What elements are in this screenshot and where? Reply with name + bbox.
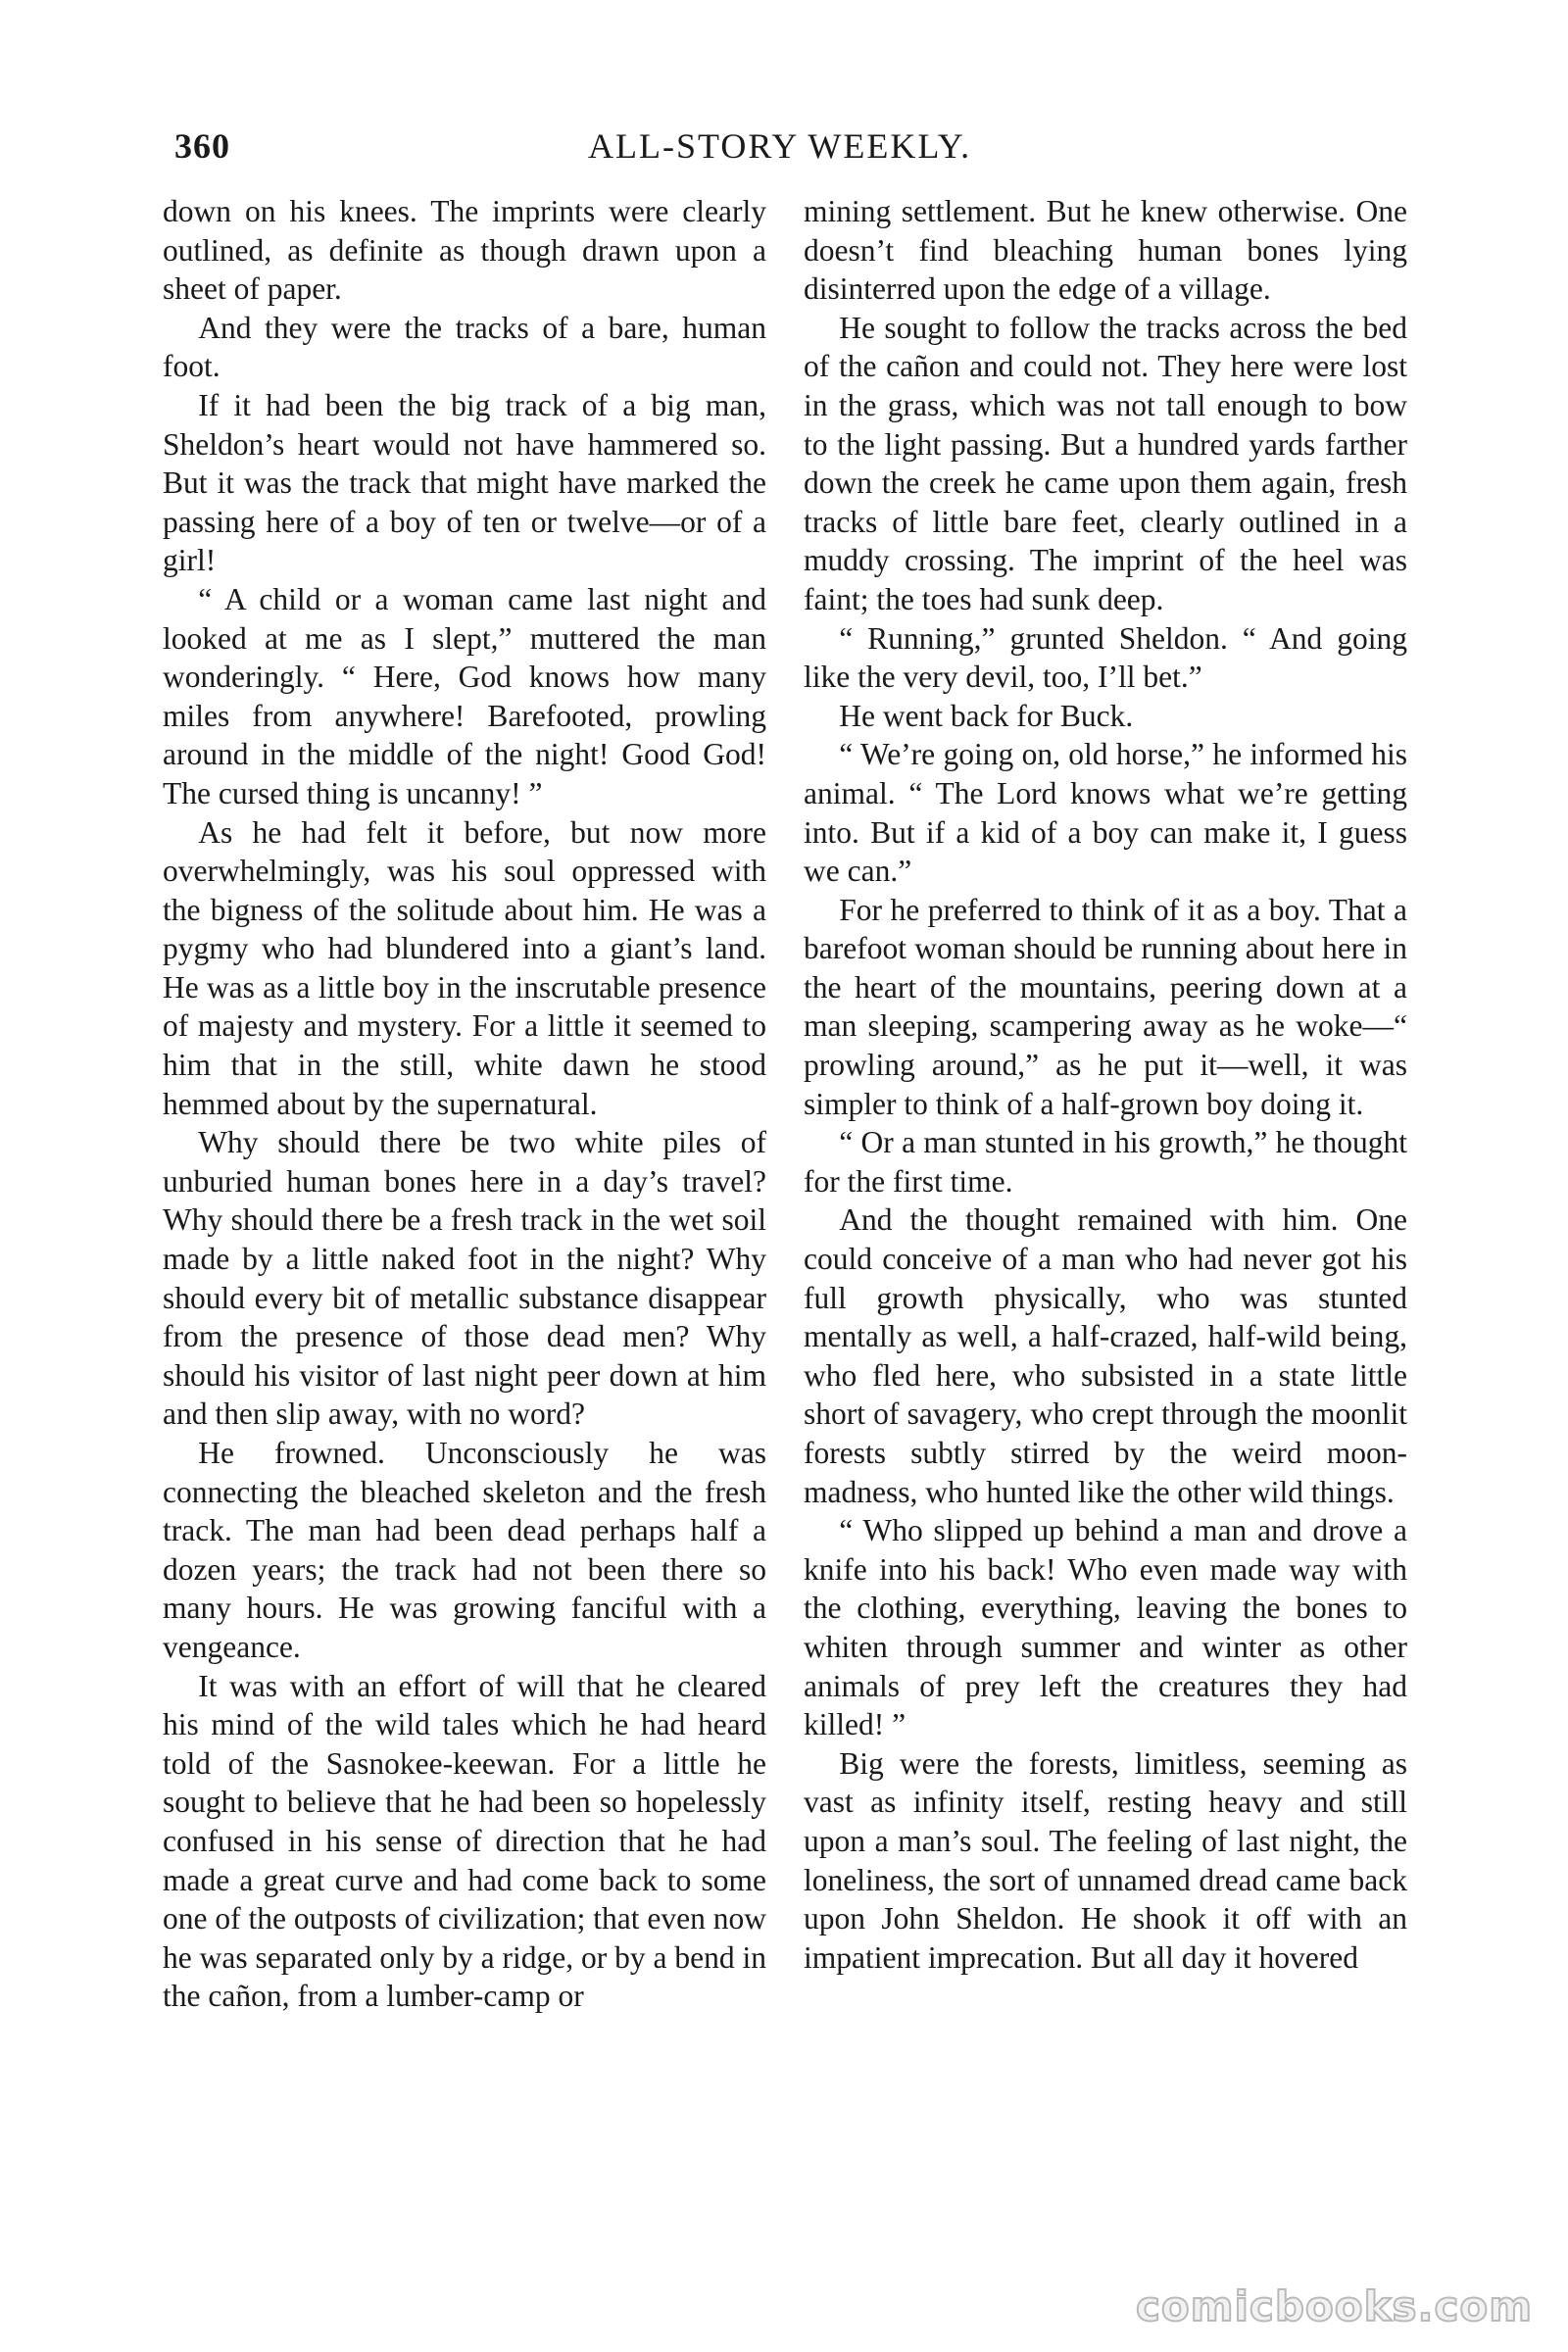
paragraph: It was with an effort of will that he cleared his mind of the wild tales which he had heard told of the Sasnokee-keewan. For a little he sought to believe that he had been so hopelessly confused in his sense of direction that he had made a great curve and had come back to some one of the outposts of civilization; that even now he was separated only by a ridge, or by a bend in the cañon, from a lumber-camp or: [163, 1668, 766, 2014]
paragraph: “ Running,” grunted Sheldon. “ And going like the very devil, too, I’ll bet.”: [804, 620, 1407, 695]
paragraph: “ We’re going on, old horse,” he informed his animal. “ The Lord knows what we’re getting into. But if a kid of a boy can make it, I guess we can.”: [804, 737, 1407, 889]
paragraph: Why should there be two white piles of unburied human bones here in a day’s travel? Why should there be a fresh track in the wet soil made by a little naked foot in the night? Why should every bit of metallic substance disappear from the presence of those dead men? Why should his visitor of last night peer down at him and then slip away, with no word?: [163, 1125, 766, 1432]
paragraph: As he had felt it before, but now more overwhelmingly, was his soul oppressed with the bigness of the solitude about him. He was a pygmy who had blundered into a giant’s land. He was as a little boy in the inscrutable presence of majesty and mystery. For a little it seemed to him that in the still, white dawn he stood hemmed about by the supernatural.: [163, 814, 766, 1121]
page-number: 360: [174, 126, 230, 166]
paragraph: “ A child or a woman came last night and looked at me as I slept,” muttered the man wonderingly. “ Here, God knows how many miles from anywhere! Barefooted, prowling around in the middle of the night! Good God! The cursed thing is uncanny! ”: [163, 581, 766, 810]
paragraph: And they were the tracks of a bare, human foot.: [163, 310, 766, 384]
paragraph: Big were the forests, limitless, seeming as vast as infinity itself, resting heavy and still upon a man’s soul. The feeling of last night, the loneliness, the sort of unnamed dread came back upon John Sheldon. He shook it off with an impatient imprecation. But all day it hovered: [804, 1745, 1407, 1975]
paragraph: He sought to follow the tracks across the bed of the cañon and could not. They here were lost in the grass, which was not tall enough to bow to the light passing. But a hundred yards farther down the creek he came upon them again, fresh tracks of little bare feet, clearly outlined in a muddy crossing. The imprint of the heel was faint; the toes had sunk deep.: [804, 310, 1407, 616]
paragraph: mining settlement. But he knew otherwise. One doesn’t find bleaching human bones lying disinterred upon the edge of a village.: [804, 194, 1407, 307]
watermark: comicbooks.com: [1136, 2282, 1533, 2330]
paragraph: He frowned. Unconsciously he was connecting the bleached skeleton and the fresh track. The man had been dead perhaps half a dozen years; the track had not been there so many hours. He was growing fanciful with a vengeance.: [163, 1436, 766, 1664]
paragraph: down on his knees. The imprints were clearly outlined, as definite as though drawn upon a sheet of paper.: [163, 194, 766, 307]
paragraph: For he preferred to think of it as a boy. That a barefoot woman should be running about here in the heart of the mountains, peering down at a man sleeping, scampering away as he woke—“ prowling around,” as he put it—well, it was simpler to think of a half-grown boy doing it.: [804, 892, 1407, 1121]
left-column: [163, 192, 766, 2016]
running-head: ALL-STORY WEEKLY.: [588, 126, 972, 166]
paragraph: “ Or a man stunted in his growth,” he thought for the first time.: [804, 1125, 1407, 1199]
paragraph: He went back for Buck.: [839, 698, 1134, 733]
paragraph: And the thought remained with him. One could conceive of a man who had never got his full growth physically, who was stunted mentally as well, a half-crazed, half-wild being, who fled here, who subsisted in a state little short of savagery, who crept through the moonlit forests subtly stirred by the weird moon-madness, who hunted like the other wild things.: [804, 1202, 1407, 1509]
paragraph: If it had been the big track of a big man, Sheldon’s heart would not have hammered so. But it was the track that might have marked the passing here of a boy of ten or twelve—or of a girl!: [163, 387, 766, 578]
paragraph: “ Who slipped up behind a man and drove a knife into his back! Who even made way with the clothing, everything, leaving the bones to whiten through summer and winter as other animals of prey left the creatures they had killed! ”: [804, 1513, 1407, 1742]
right-column: [804, 192, 1407, 1977]
